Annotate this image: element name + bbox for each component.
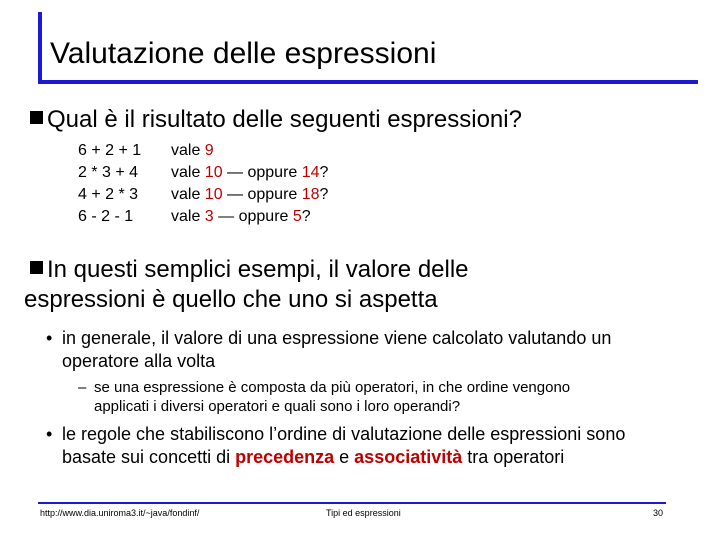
expression-row: [78, 184, 328, 206]
expression-result: [171, 206, 311, 228]
vale-label: vale: [171, 142, 205, 159]
bullet-2-line-2: [62, 446, 564, 468]
question-2: [30, 256, 469, 284]
bullet-2-text-a: basate sui concetti di: [62, 447, 236, 467]
square-bullet-icon: [30, 261, 43, 274]
expression: 4 + 2 * 3: [78, 186, 139, 203]
question-2-line-2: espressioni è quello che uno si aspetta: [24, 286, 438, 313]
question-1-text: Qual è il risultato delle seguenti espressioni?: [47, 106, 522, 133]
vale-label: vale: [171, 164, 205, 181]
expression: 6 + 2 + 1: [78, 142, 142, 159]
expression: 2 * 3 + 4: [78, 164, 139, 181]
expression-result: [171, 162, 328, 184]
title-accent-vertical: [38, 12, 42, 82]
title-accent-horizontal: [38, 80, 698, 84]
bullet-dot-icon: •: [46, 424, 53, 444]
dash-1-line-1: se una espressione è composta da più operatori, in che ordine vengono: [94, 379, 571, 396]
dash-bullet-icon: –: [78, 379, 87, 396]
bullet-1-line-1: in generale, il valore di una espressione viene calcolato valutando un: [62, 328, 612, 348]
page-title: Valutazione delle espressioni: [50, 37, 437, 70]
alt-value: 5: [292, 208, 302, 225]
result-value: 10: [204, 164, 223, 181]
expression-row: [78, 162, 328, 184]
bullet-2-text-e: e: [334, 447, 355, 467]
vale-label: vale: [171, 208, 205, 225]
oppure-label: — oppure: [222, 186, 302, 203]
oppure-label: — oppure: [222, 164, 302, 181]
result-value: 3: [204, 208, 214, 225]
expression-result: [171, 184, 328, 206]
vale-label: vale: [171, 186, 205, 203]
footer-title: Tipi ed espressioni: [326, 508, 401, 518]
page-number: 30: [653, 508, 664, 518]
question-mark: ?: [319, 186, 329, 203]
question-1: [30, 106, 522, 134]
footer-url: http://www.dia.uniroma3.it/~java/fondinf/: [40, 508, 200, 518]
expression-result: [171, 140, 214, 162]
oppure-label: — oppure: [213, 208, 293, 225]
keyword-associativita: associatività: [354, 447, 463, 467]
keyword-precedenza: precedenza: [235, 447, 335, 467]
expression-row: [78, 140, 328, 162]
bullet-2-text-b: tra operatori: [462, 447, 565, 467]
expression: 6 - 2 - 1: [78, 208, 134, 225]
expression-row: [78, 206, 328, 228]
expressions-table: [78, 140, 328, 228]
question-mark: ?: [301, 208, 311, 225]
alt-value: 14: [301, 164, 320, 181]
square-bullet-icon: [30, 111, 43, 124]
result-value: 10: [204, 186, 223, 203]
bullet-dot-icon: •: [46, 328, 53, 348]
alt-value: 18: [301, 186, 320, 203]
question-mark: ?: [319, 164, 329, 181]
footer-divider: [38, 502, 666, 504]
result-value: 9: [204, 142, 214, 159]
question-2-line-1: In questi semplici esempi, il valore delle: [47, 256, 469, 283]
bullet-1-line-2: operatore alla volta: [62, 351, 216, 371]
dash-1-line-2: applicati i diversi operatori e quali sono i loro operandi?: [94, 398, 461, 415]
bullet-2-line-1: le regole che stabiliscono l’ordine di valutazione delle espressioni sono: [62, 424, 626, 444]
